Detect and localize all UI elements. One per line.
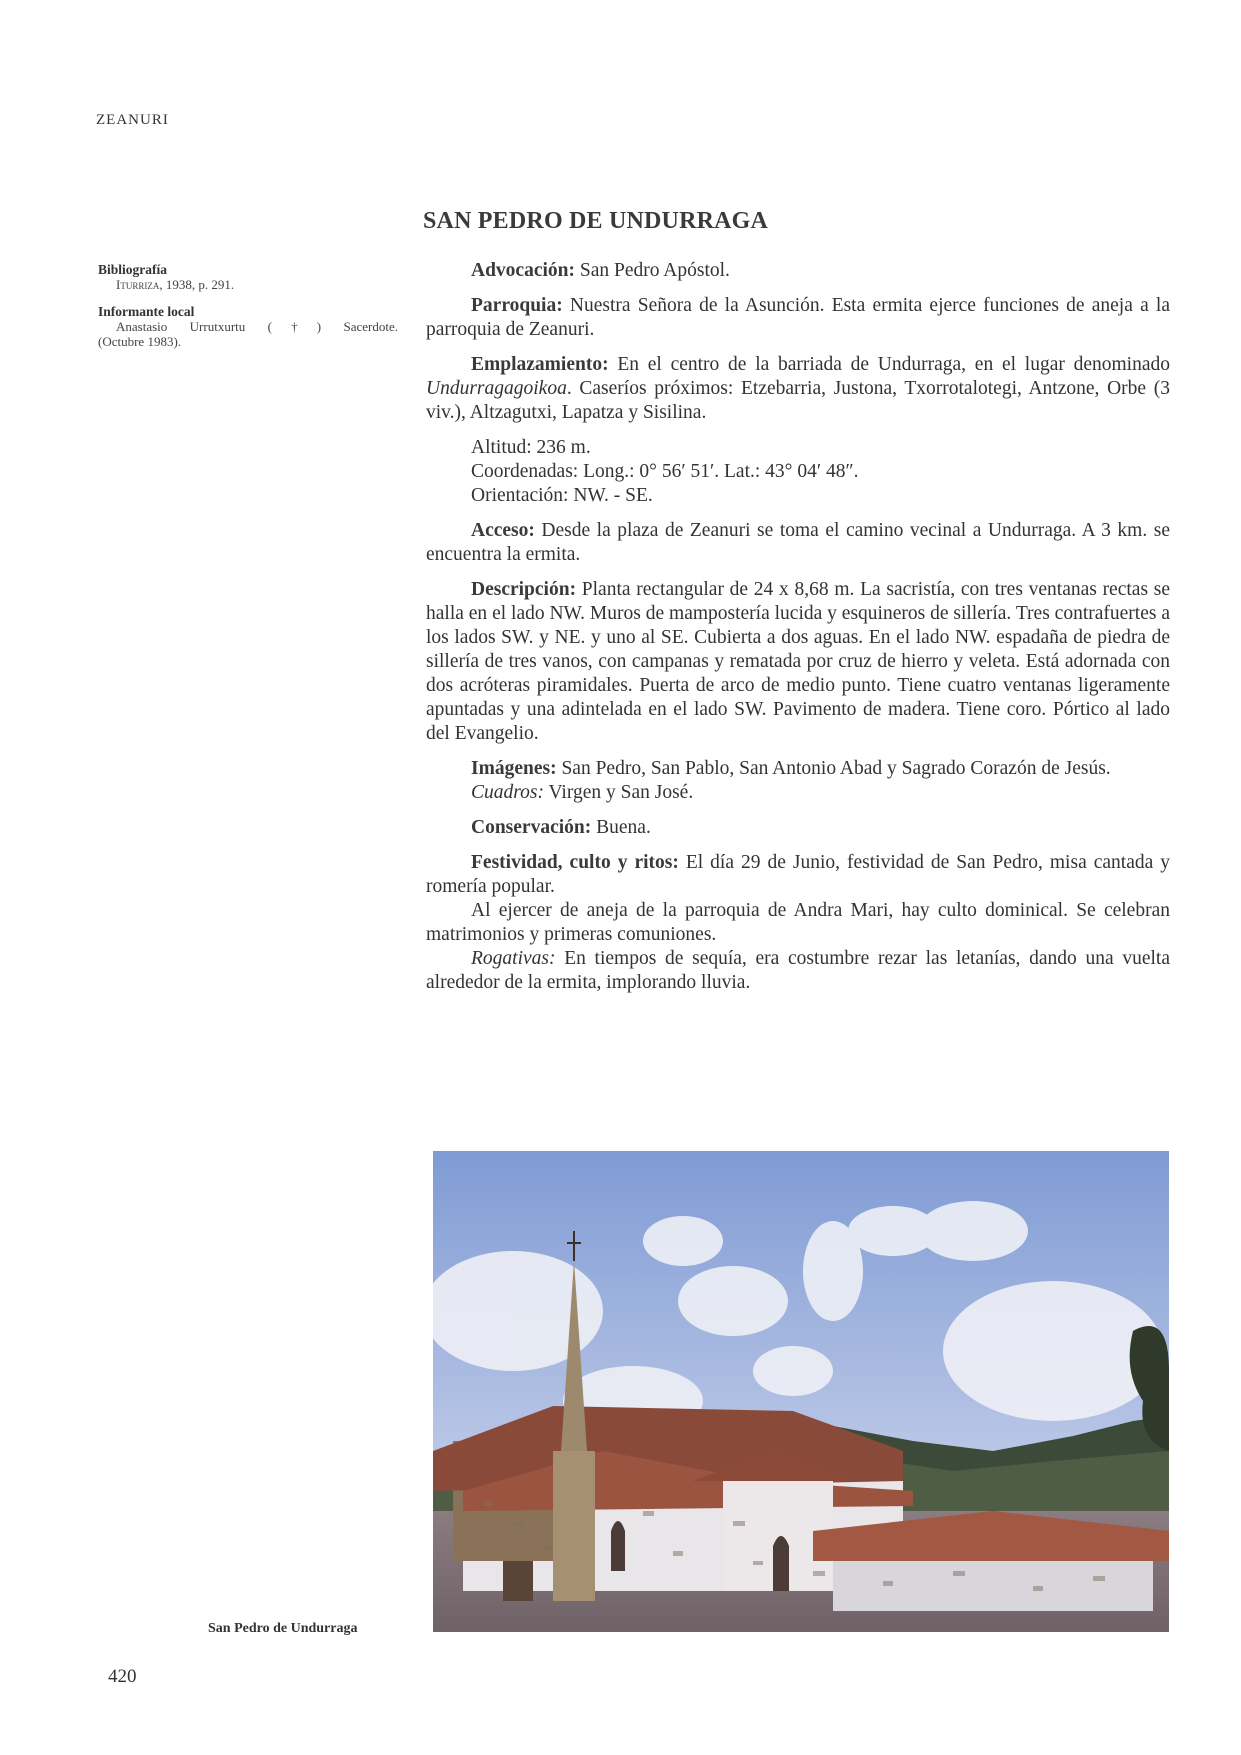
page-number: 420	[108, 1666, 137, 1687]
section-rogativas	[426, 947, 1170, 995]
place-name: Undurragagoikoa	[426, 378, 567, 399]
section-text: San Pedro, San Pablo, San Antonio Abad y Sagrado Corazón de Jesús.	[556, 758, 1111, 779]
section-text: Virgen y San José.	[543, 782, 694, 803]
section-culto: Al ejercer de aneja de la parroquia de Andra Mari, hay culto dominical. Se celebran matrimonios y primeras comuniones.	[426, 900, 1170, 945]
section-emplazamiento	[426, 353, 1170, 425]
hermitage-photo	[433, 1151, 1169, 1632]
location-data	[426, 436, 1170, 508]
section-advocacion	[426, 259, 1170, 283]
bibliography-author: Iturriza	[116, 277, 160, 292]
section-text: Nuestra Señora de la Asunción. Esta ermita ejerce funciones de aneja a la parroquia de Zeanuri.	[426, 295, 1170, 340]
local-informant-title: Informante local	[98, 304, 195, 319]
bibliography-entry	[98, 277, 398, 292]
bibliography-block	[98, 262, 398, 292]
section-label: Acceso:	[471, 520, 535, 541]
section-text: . Caseríos próximos: Etzebarria, Justona, Txorrotalotegi, Antzone, Orbe (3 viv.), Altzagutxi, Lapatza y Sisilina.	[426, 378, 1170, 423]
section-imagenes	[426, 757, 1170, 781]
orientation: Orientación: NW. - SE.	[471, 485, 653, 506]
subsection-label: Rogativas:	[471, 948, 556, 969]
sidebar-notes	[98, 262, 398, 361]
section-label: Advocación:	[471, 260, 575, 281]
running-head: ZEANURI	[96, 112, 169, 128]
page-title: SAN PEDRO DE UNDURRAGA	[423, 208, 769, 234]
bibliography-title: Bibliografía	[98, 262, 168, 277]
photo-caption: San Pedro de Undurraga	[208, 1621, 358, 1636]
section-label: Festividad, culto y ritos:	[471, 852, 679, 873]
section-text: Planta rectangular de 24 x 8,68 m. La sacristía, con tres ventanas rectas se halla en el lado NW. Muros de mampostería lucida y esquineros de sillería. Tres contrafuertes a los lados SW. y NE. y uno al SE. Cubierta a dos aguas. En el lado NW. espadaña de piedra de sillería de tres vanos, con campanas y rematada por cruz de hierro y veleta. Está adornada con dos acróteras piramidales. Puerta de arco de medio punto. Tiene cuatro ventanas ligeramente apuntadas y una adintelada en el lado SW. Pavimento de madera. Tiene coro. Pórtico al lado del Evangelio.	[426, 579, 1170, 744]
section-parroquia	[426, 294, 1170, 342]
section-label: Conservación:	[471, 817, 592, 838]
section-label: Imágenes:	[471, 758, 557, 779]
hermitage-photo-illustration	[433, 1151, 1169, 1632]
local-informant-name: Anastasio Urrutxurtu (†) Sacerdote.	[116, 319, 398, 334]
section-descripcion	[426, 578, 1170, 746]
section-festividad	[426, 851, 1170, 899]
section-acceso	[426, 519, 1170, 567]
section-text: En tiempos de sequía, era costumbre rezar las letanías, dando una vuelta alrededor de la ermita, implorando lluvia.	[426, 948, 1170, 993]
local-informant-date: (Octubre 1983).	[98, 334, 182, 349]
section-text: Buena.	[591, 817, 651, 838]
section-label: Parroquia:	[471, 295, 563, 316]
altitude: Altitud: 236 m.	[471, 437, 591, 458]
section-text: Desde la plaza de Zeanuri se toma el camino vecinal a Undurraga. A 3 km. se encuentra la ermita.	[426, 520, 1170, 565]
section-text: El día 29 de Junio, festividad de San Pedro, misa cantada y romería popular.	[426, 852, 1170, 897]
section-label: Descripción:	[471, 579, 577, 600]
article-body	[426, 259, 1170, 1006]
section-cuadros	[426, 781, 1170, 805]
subsection-label: Cuadros:	[471, 782, 544, 803]
section-label: Emplazamiento:	[471, 354, 609, 375]
bibliography-ref: , 1938, p. 291.	[159, 277, 235, 292]
local-informant-block	[98, 304, 398, 349]
section-text: En el centro de la barriada de Undurraga, en el lugar denominado	[608, 354, 1170, 375]
section-text: San Pedro Apóstol.	[575, 260, 730, 281]
coordinates: Coordenadas: Long.: 0° 56′ 51′. Lat.: 43° 04′ 48″.	[471, 461, 859, 482]
section-conservacion	[426, 816, 1170, 840]
